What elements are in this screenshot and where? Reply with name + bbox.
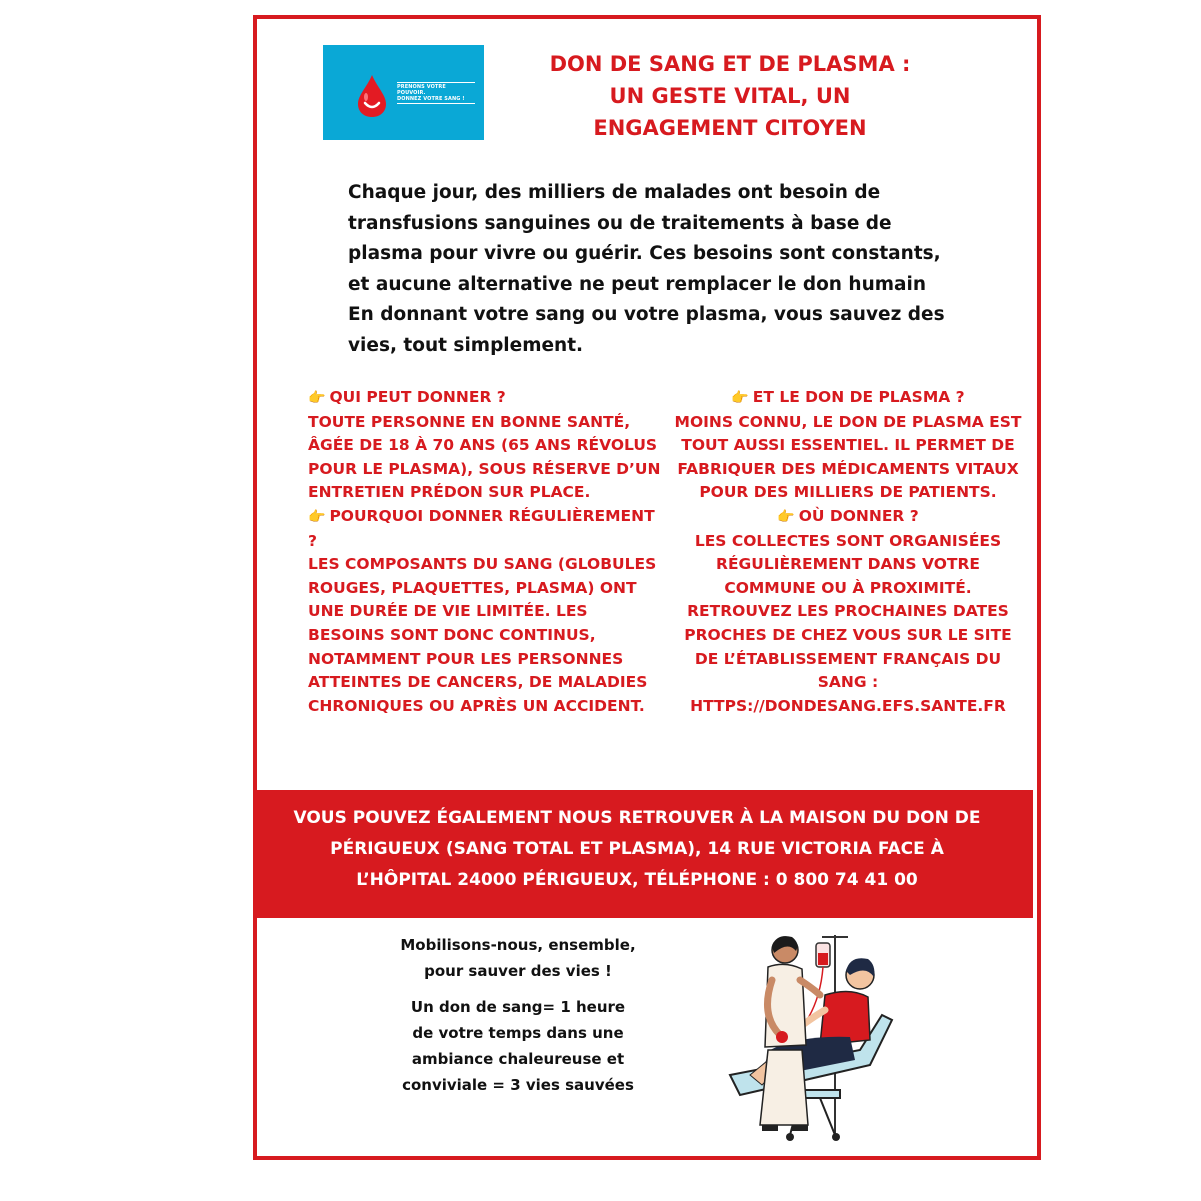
q4-text: LES COLLECTES SONT ORGANISÉES RÉGULIÈREMENT DANS VOTRE COMMUNE OU À PROXIMITÉ. RETROUVEZ LES PROCHAINES DATES PROCHES DE CHEZ VOUS SUR LE SITE DE L’ÉTABLISSEMENT FRANÇAIS DU SANG : [684,531,1012,692]
q2-heading-text: POURQUOI DONNER RÉGULIÈREMENT ? [308,506,655,550]
q1-text: TOUTE PERSONNE EN BONNE SANTÉ, ÂGÉE DE 18 À 70 ANS (65 ANS RÉVOLUS POUR LE PLASMA), SOUS RÉSERVE D’UN ENTRETIEN PRÉDON SUR PLACE. [308,412,661,502]
right-column [672,386,1024,718]
q1-heading [308,386,668,411]
intro-paragraph: Chaque jour, des milliers de malades ont besoin de transfusions sanguines ou de traitements à base de plasma pour vivre ou guérir. Ces besoins sont constants, et aucune alternative ne peut remplacer le don humain En donnant votre sang ou votre plasma, vous sauvez des vies, tout simplement. [348,182,945,356]
closing-line2: Un don de sang= 1 heure de votre temps dans une ambiance chaleureuse et conviviale = 3 vies sauvées [402,998,634,1094]
q3-heading [672,386,1024,411]
page-title [520,48,940,144]
title-line3: ENGAGEMENT CITOYEN [593,116,867,140]
q3-heading-text: ET LE DON DE PLASMA ? [752,388,965,406]
q4-heading [672,505,1024,530]
closing-message [398,932,638,1098]
efs-website-link[interactable]: HTTPS://DONDESANG.EFS.SANTE.FR [690,696,1006,715]
logo-slogan [397,82,475,104]
pointing-hand-icon: 👉 [777,508,795,525]
contact-banner-text: VOUS POUVEZ ÉGALEMENT NOUS RETROUVER À LA MAISON DU DON DE PÉRIGUEUX (SANG TOTAL ET PLASMA), 14 RUE VICTORIA FACE À L’HÔPITAL 24000 PÉRIGUEUX, TÉLÉPHONE : 0 800 74 41 00 [293,808,981,890]
q2-heading [308,505,668,553]
q4-heading-text: OÙ DONNER ? [798,506,919,525]
blood-donation-illustration [710,925,900,1145]
contact-banner [257,790,1033,918]
closing-line1: Mobilisons-nous, ensemble, pour sauver des vies ! [400,936,636,980]
pointing-hand-icon: 👉 [308,390,326,406]
q2-text: LES COMPOSANTS DU SANG (GLOBULES ROUGES, PLAQUETTES, PLASMA) ONT UNE DURÉE DE VIE LIMITÉE. LES BESOINS SONT DONC CONTINUS, NOTAMMENT POUR LES PERSONNES ATTEINTES DE CANCERS, DE MALADIES CHRONIQUES OU APRÈS UN ACCIDENT. [308,555,657,715]
left-column [308,386,668,718]
blood-drop-icon [355,73,389,119]
logo-slogan-line1: PRENONS VOTRE POUVOIR. [397,84,446,96]
title-line1: DON DE SANG ET DE PLASMA : [549,52,911,76]
logo-slogan-line2: DONNEZ VOTRE SANG ! [397,96,465,102]
efs-logo [323,45,484,140]
pointing-hand-icon: 👉 [731,390,749,406]
pointing-hand-icon: 👉 [308,508,326,525]
q3-text: MOINS CONNU, LE DON DE PLASMA EST TOUT AUSSI ESSENTIEL. IL PERMET DE FABRIQUER DES MÉDICAMENTS VITAUX POUR DES MILLIERS DE PATIENTS. [674,412,1022,502]
q1-heading-text: QUI PEUT DONNER ? [329,388,506,406]
title-line2: UN GESTE VITAL, UN [609,84,851,108]
